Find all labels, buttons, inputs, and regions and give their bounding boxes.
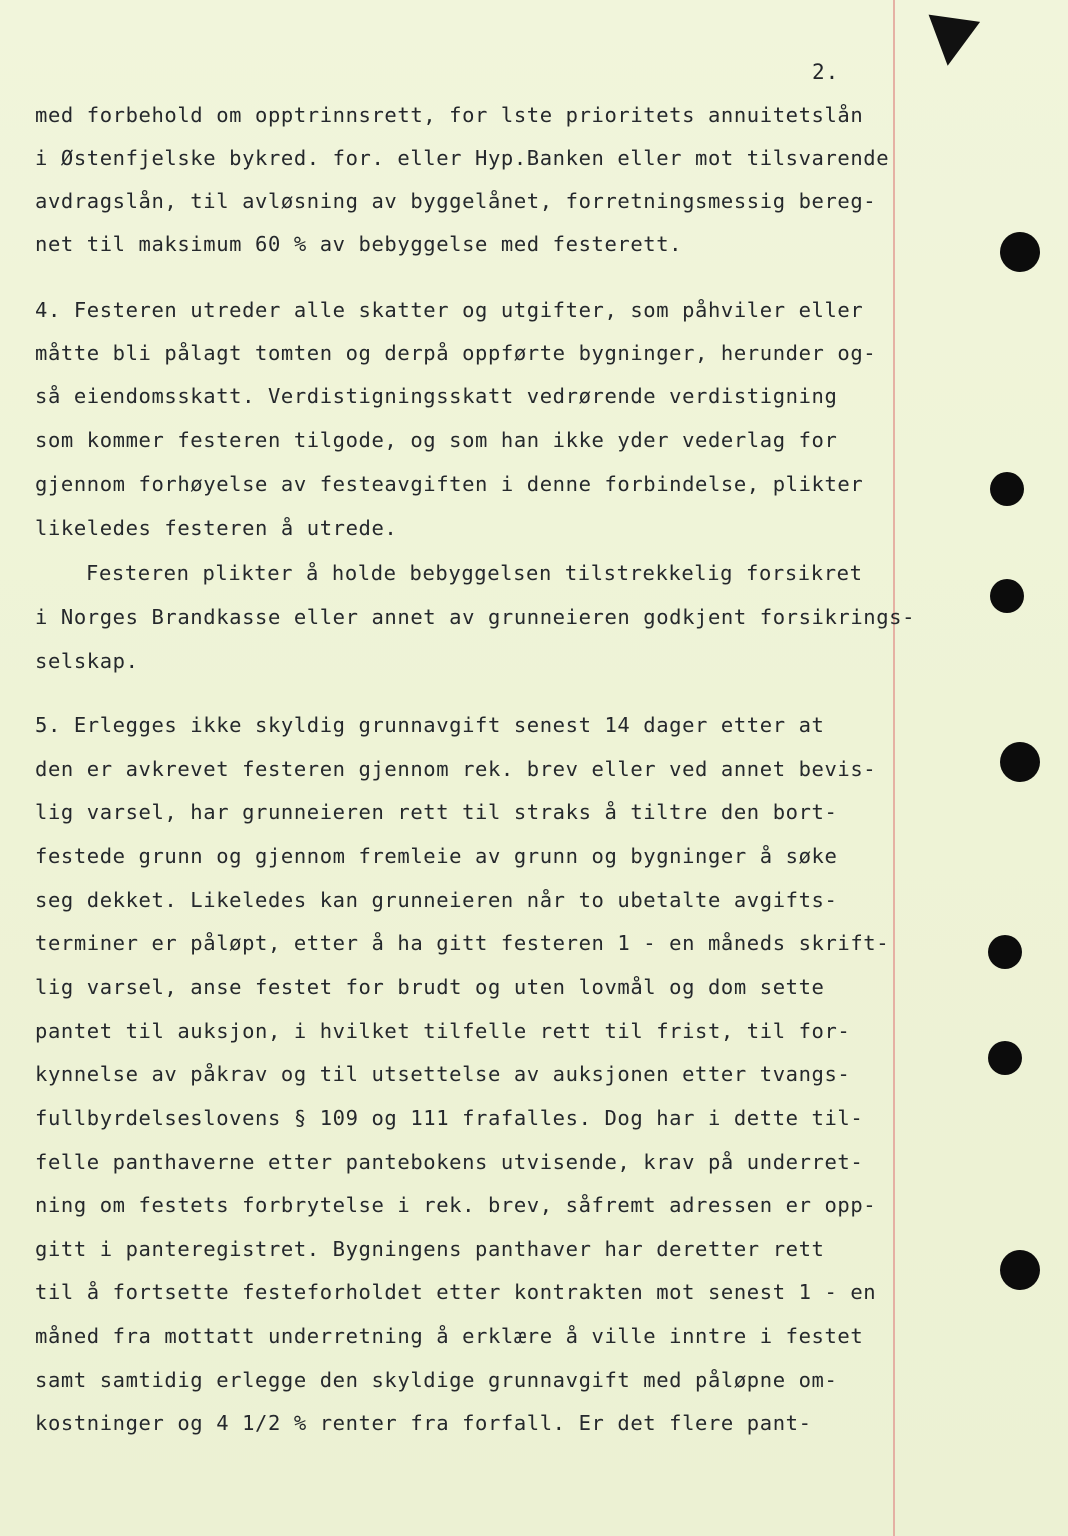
text-line: net til maksimum 60 % av bebyggelse med festerett. <box>35 232 683 256</box>
text-line: gitt i panteregistret. Bygningens panthaver har deretter rett <box>35 1237 825 1261</box>
text-line: kostninger og 4 1/2 % renter fra forfall. Er det flere pant- <box>35 1411 812 1435</box>
text-line: selskap. <box>35 649 139 673</box>
text-line: avdragslån, til avløsning av byggelånet, forretningsmessig bereg- <box>35 189 877 213</box>
text-line: pantet til auksjon, i hvilket tilfelle rett til frist, til for- <box>35 1019 851 1043</box>
text-line: med forbehold om opptrinnsrett, for lste prioritets annuitetslån <box>35 103 864 127</box>
text-line: i Østenfjelske bykred. for. eller Hyp.Banken eller mot tilsvarende <box>35 146 890 170</box>
text-line: felle panthaverne etter pantebokens utvisende, krav på underret- <box>35 1150 864 1174</box>
text-line: terminer er påløpt, etter å ha gitt festeren 1 - en måneds skrift- <box>35 931 890 955</box>
text-line: gjennom forhøyelse av festeavgiften i denne forbindelse, plikter <box>35 472 864 496</box>
text-line: lig varsel, anse festet for brudt og uten lovmål og dom sette <box>35 975 825 999</box>
text-line: måned fra mottatt underretning å erklære å ville inntre i festet <box>35 1324 864 1348</box>
text-line: lig varsel, har grunneieren rett til straks å tiltre den bort- <box>35 800 838 824</box>
text-line: som kommer festeren tilgode, og som han ikke yder vederlag for <box>35 428 838 452</box>
text-line: ning om festets forbrytelse i rek. brev, såfremt adressen er opp- <box>35 1193 877 1217</box>
text-line: Festeren plikter å holde bebyggelsen tilstrekkelig forsikret <box>86 561 863 585</box>
text-line: fullbyrdelseslovens § 109 og 111 frafalles. Dog har i dette til- <box>35 1106 864 1130</box>
text-line: så eiendomsskatt. Verdistigningsskatt vedrørende verdistigning <box>35 384 838 408</box>
text-line: i Norges Brandkasse eller annet av grunneieren godkjent forsikrings- <box>35 605 916 629</box>
text-line: samt samtidig erlegge den skyldige grunnavgift med påløpne om- <box>35 1368 838 1392</box>
text-line: likeledes festeren å utrede. <box>35 516 398 540</box>
page-number: 2. <box>812 60 840 84</box>
text-line: seg dekket. Likeledes kan grunneieren når to ubetalte avgifts- <box>35 888 838 912</box>
text-line: kynnelse av påkrav og til utsettelse av auksjonen etter tvangs- <box>35 1062 851 1086</box>
text-line: til å fortsette festeforholdet etter kontrakten mot senest 1 - en <box>35 1280 877 1304</box>
text-line: måtte bli pålagt tomten og derpå oppførte bygninger, herunder og- <box>35 341 877 365</box>
text-line: 5. Erlegges ikke skyldig grunnavgift senest 14 dager etter at <box>35 713 825 737</box>
text-line: den er avkrevet festeren gjennom rek. brev eller ved annet bevis- <box>35 757 877 781</box>
text-line: 4. Festeren utreder alle skatter og utgifter, som påhviler eller <box>35 298 864 322</box>
text-line: festede grunn og gjennom fremleie av grunn og bygninger å søke <box>35 844 838 868</box>
